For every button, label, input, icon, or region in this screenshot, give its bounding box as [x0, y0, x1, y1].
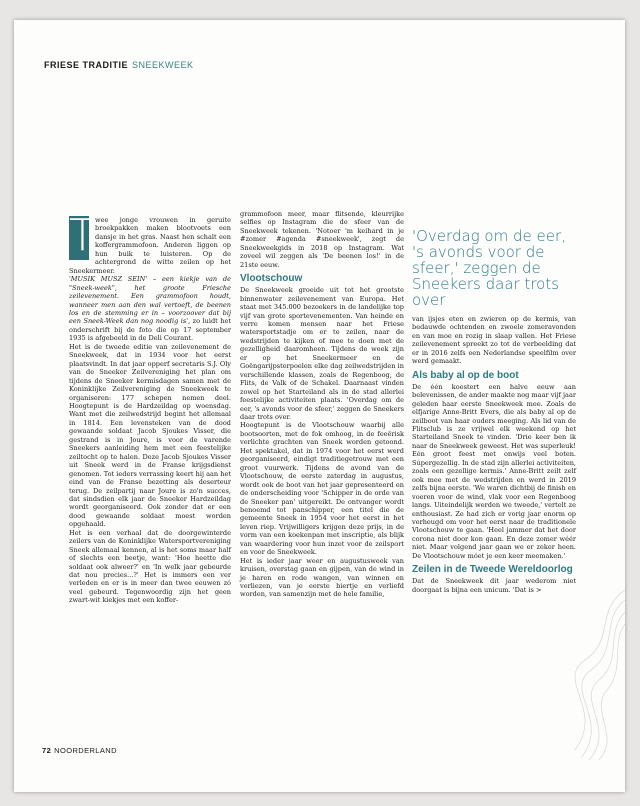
photo-caption: 'MUSIK MUSZ SEIN' – een kiekje van de "Sneek-week", het groote Friesche zeilevenement. Een grammofoon houdt, wanneer men aan den wal vertoeft, de beenen los en de stemming er in – voorzoover dat bij een Sneek-Week dan nog noodig is', zo luidt het onderschrift bij de foto die op 17 september 1935 is afgebeeld in de Deli Courant. — [69, 275, 231, 343]
intro-paragraph: T wee jonge vrouwen in geruite broekpakken maken blootvoets een dansje in het gras. Naast hen schalt een koffergrammofoon. Anderen liggen op hun buik te luisteren. Op de achtergrond de witte zeilen op het Sneekermeer. — [69, 210, 231, 275]
subheading-wereldoorlog: Zeilen in de Tweede Wereldoorlog — [412, 564, 573, 576]
body-paragraph: Hoogtepunt is de Vlootschouw waarbij alle bootsoorten, met de fok omhoog, in de feeërisk verlichte grachten van Sneek worden getoond. Het spektakel, dat in 1974 voor het eerst werd georganiseerd, eindigt traditiegetrouw met een groot vuurwerk. Tijdens de avond van de Vlootschouw, de eerste zaterdag in augustus, wordt ook de boot van het jaar gepresenteerd en de onderscheiding voor 'Schipper in de orde van de Sneeker pan' uitgereikt. De ontvanger wordt benoemd tot panschipper, een titel die de gemeente Sneek in 1954 voor het eerst in het leven riep. Vrijwilligers krijgen deze prijs, in de vorm van een koekenpan met inscriptie, als blijk van waardering voor hun inzet voor de zeilsport en voor de Sneekweek. — [240, 421, 404, 557]
body-paragraph: Dat de Sneekweek dit jaar wederom niet doorgaat is bijna een unicum. 'Dat is > — [412, 577, 576, 594]
body-paragraph: Het is de tweede editie van zeilevenement de Sneekweek, dat in 1934 voor het eerst plaatsvindt. In dat jaar opperf secretaris S.J. Oly van de Sneeker Zeilvereniging het plan om tijdens de Sneeker kermisdagen samen met de Koninklijke Zeilvereniging de Sneekweek te organiseren: 177 schepen nemen deel. Hoogtepunt is de Hardzeildag op woensdag. Want met die zeilwedstrijd begint het allemaal in 1814. Een levensteken van de dood gewaande soldaat Jacob Sjoukes Visser, die gestrand is in Joure, is voor de varende Sneekers aanleiding hem met een feestelijke zeiltocht op te halen. Deze Jacob Sjoukes Visser uit Sneek werd in de Franse krijgsdienst genomen. Tot ieders verrassing keert hij aan het eind van de Franse bezetting als deserteur terug. De zeilpartij naar Joure is zo'n succes, dat sindsdien elk jaar de Sneeker Hardzeildag wordt georganiseerd. Ook zonder dat er een dood gewaande soldaat moest worden opgehaald. — [69, 342, 231, 529]
subheading-vlootschouw: Vlootschouw — [240, 273, 303, 285]
column-2 — [240, 210, 404, 599]
section-header — [44, 60, 194, 70]
column-3 — [412, 315, 576, 594]
magazine-name: NOORDERLAND — [54, 746, 117, 755]
page-footer — [42, 746, 117, 755]
subheading-baby: Als baby al op de boot — [412, 369, 519, 381]
body-paragraph: Het is een verhaal dat de doorgewinterde zeilers van de Koninklijke Watersportvereniging Sneek allemaal kennen, al is het soms maar half of slechts een beetje, want: 'Hoe heette die soldaat ook alweer?' en 'In welk jaar gebeurde dat nou precies...?' Het is immers een ver verleden en er is in meer dan twee eeuwen zó veel gebeurd. Tegenwoordig zijn het geen zwart-wit kiekjes met een koffer- — [69, 528, 231, 605]
pull-quote: 'Overdag om de eer, 's avonds voor de sfeer,' zeggen de Sneekers daar trots over — [412, 227, 566, 309]
decorative-wave-lines — [555, 580, 625, 760]
body-paragraph: van ijsjes eten en zwieren op de kermis, van bedauwde ochtenden en zwoele zomeravonden en van moe en rozig in slaap vallen. Het Friese zeilevenement spreekt zo tot de verbeelding dat er in 2016 zelfs een Nederlandse speelfilm over werd gemaakt. — [412, 315, 576, 366]
page-number: 72 — [42, 746, 52, 755]
body-paragraph: grammofoon meer, maar flitsende, kleurrijke selfies op Instagram die de sfeer van de Sneekweek tekenen. 'Notoer 'm keihard in je #zomer #agenda #sneekweek', zegt de Sneekweekgids in 2018 op Instagram. Wat zoveel wil zeggen als 'De beenen los!' in de 21ste eeuw. — [240, 210, 404, 269]
section-title: FRIESE TRADITIE — [44, 60, 129, 70]
section-subtitle: SNEEKWEEK — [132, 60, 194, 70]
magazine-page — [14, 20, 625, 792]
column-1 — [69, 210, 231, 605]
body-paragraph: Het is ieder jaar weer en augustusweek van kruisen, overstag gaan en gijpen, van de wind in je haren en rode wangen, van winnen en verliezen, van je eerste biertje en verliefd worden, van samenzijn met de hele familie, — [240, 556, 404, 599]
body-paragraph: De één koestert een halve eeuw aan belevenissen, de ander maakte nog maar vijf jaar geleden haar eerste Sneekweek mee. Zoals de elfjarige Anne-Britt Evers, die als baby al op de zeilboot van haar ouders meeging. Als lid van de Flitsclub is ze vrijwel elk weekend op het Starteiland Sneek te vinden. 'Drie keer ben ik naar de Sneekweek geweest. Het was superleuk! Eén groot feest met onwijs veel boten. Súpergezellig. In de stad zijn allerlei activiteiten, zoals een gezellige kermis.' Anne-Britt zeilt zelf ook mee met de wedstrijden en werd in 2019 zelfs bijna eerste. 'We waren dichtbij de finish en voeren voor de wind, vlak voor een Regenboog langs. Uiteindelijk werden we tweede,' vertelt ze enthousiast. Ze had zich er vorig jaar enorm op verheugd om voor het eerst naar de traditionele Vlootschouw te gaan. 'Heel jammer dat het door corona niet door kon gaan. En deze zomer wéér niet. Maar volgend jaar gaan we er zeker heen. De Vlootschouw móet je een keer meemaken.' — [412, 382, 576, 560]
body-paragraph: De Sneekweek groeide uit tot het grootste binnenwater zeilevenement van Europa. Het staat met 345.000 bezoekers in de landelijke top vijf van grote sportevenementen. Van heinde en verre komen mensen naar het Friese watersportstadje om er te zeilen, naar de wedstrijden te kijken of mee te doen met de gezelligheid daaromheen. Tijdens de week zijn er op het Sneekermeer en de Goëngarijpsterpoelen elke dag zeilwedstrijden in verschillende klassen, zoals de Regenboog, de Flits, de Valk of de Schakel. Daarnaast vinden zowel op het Starteiland als in de stad allerlei feestelijke activiteiten plaats. 'Overdag om de eer, 's avonds voor de sfeer,' zeggen de Sneekers daar trots over. — [240, 286, 404, 421]
dropcap: T — [69, 210, 96, 261]
